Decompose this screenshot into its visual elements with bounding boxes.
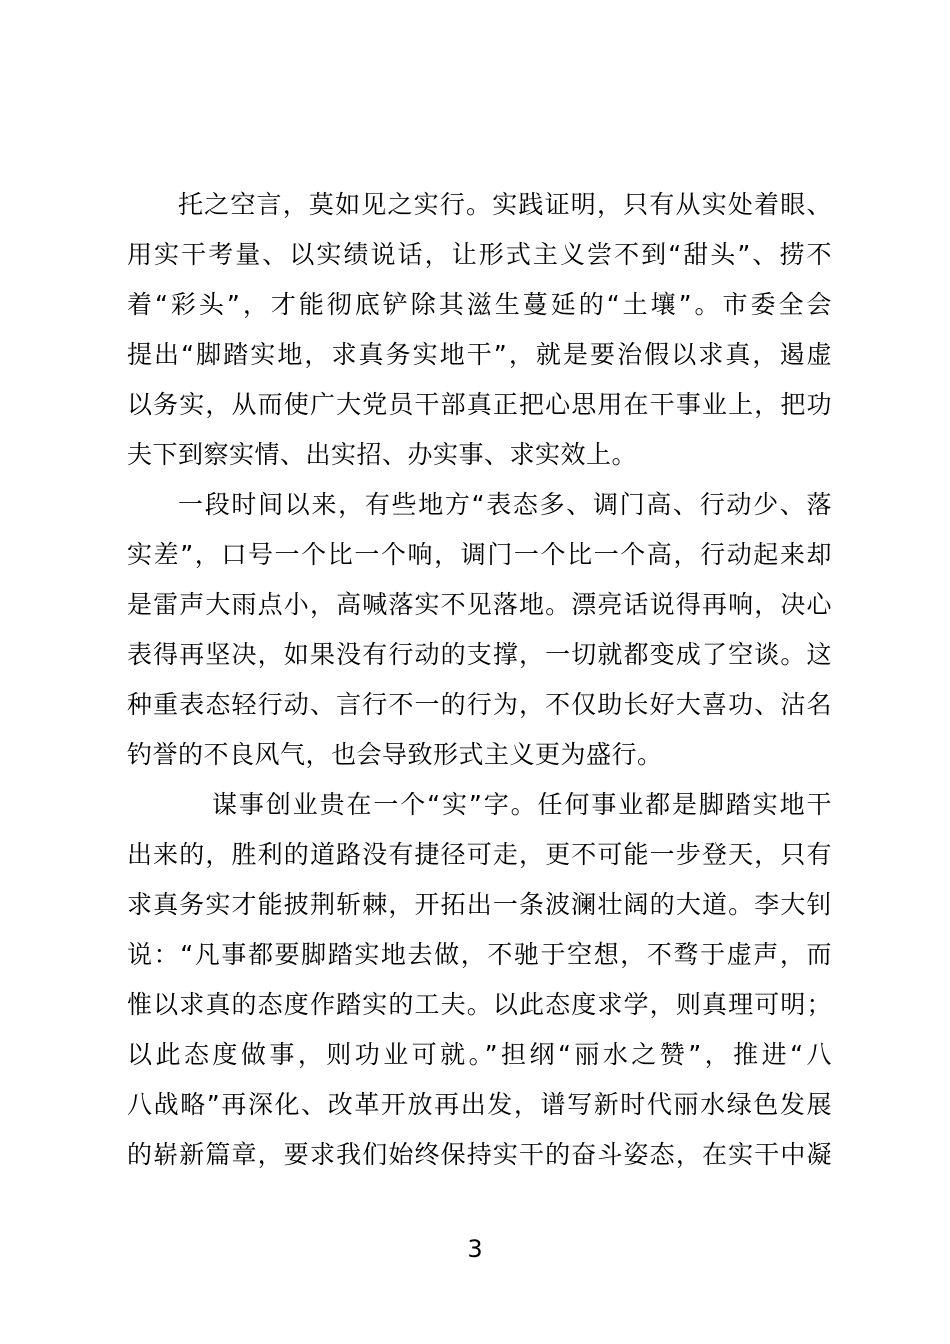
- paragraph-2-line-5: 种重表态轻行动、言行不一的行为，不仅助长好大喜功、沽名: [127, 690, 832, 719]
- paragraph-3-line-1: 谋事创业贵在一个“实”字。任何事业都是脚踏实地干: [212, 790, 832, 819]
- page-number: 3: [467, 1235, 483, 1263]
- paragraph-2-line-3: 是雷声大雨点小，高喊落实不见落地。漂亮话说得再响，决心: [127, 590, 832, 619]
- paragraph-3-line-6: 以此态度做事，则功业可就。”担纲“丽水之赞”，推进“八: [127, 1040, 832, 1069]
- paragraph-2-line-4: 表得再坚决，如果没有行动的支撑，一切就都变成了空谈。这: [127, 640, 832, 669]
- paragraph-1-line-2: 用实干考量、以实绩说话，让形式主义尝不到“甜头”、捞不: [127, 240, 832, 269]
- paragraph-2-line-6: 钓誉的不良风气，也会导致形式主义更为盛行。: [127, 740, 663, 769]
- paragraph-3-line-8: 的崭新篇章，要求我们始终保持实干的奋斗姿态，在实干中凝: [127, 1140, 832, 1169]
- paragraph-3-line-3: 求真务实才能披荆斩棘，开拓出一条波澜壮阔的大道。李大钊: [127, 890, 832, 919]
- paragraph-1-line-5: 以务实，从而使广大党员干部真正把心思用在干事业上，把功: [127, 390, 832, 419]
- paragraph-3-line-5: 惟以求真的态度作踏实的工夫。以此态度求学，则真理可明；: [127, 990, 832, 1019]
- paragraph-1-line-6: 夫下到察实情、出实招、办实事、求实效上。: [127, 440, 638, 469]
- paragraph-3-line-4: 说：“凡事都要脚踏实地去做，不驰于空想，不骛于虚声，而: [127, 940, 832, 969]
- paragraph-1-line-1: 托之空言，莫如见之实行。实践证明，只有从实处着眼、: [178, 190, 832, 219]
- paragraph-3-line-2: 出来的，胜利的道路没有捷径可走，更不可能一步登天，只有: [127, 840, 832, 869]
- paragraph-1-line-4: 提出“脚踏实地，求真务实地干”，就是要治假以求真，遏虚: [127, 340, 832, 369]
- paragraph-1-line-3: 着“彩头”，才能彻底铲除其滋生蔓延的“土壤”。市委全会: [127, 290, 832, 319]
- paragraph-2-line-2: 实差”，口号一个比一个响，调门一个比一个高，行动起来却: [127, 540, 832, 569]
- paragraph-2-line-1: 一段时间以来，有些地方“表态多、调门高、行动少、落: [178, 490, 832, 519]
- paragraph-3-line-7: 八战略”再深化、改革开放再出发，谱写新时代丽水绿色发展: [127, 1090, 832, 1119]
